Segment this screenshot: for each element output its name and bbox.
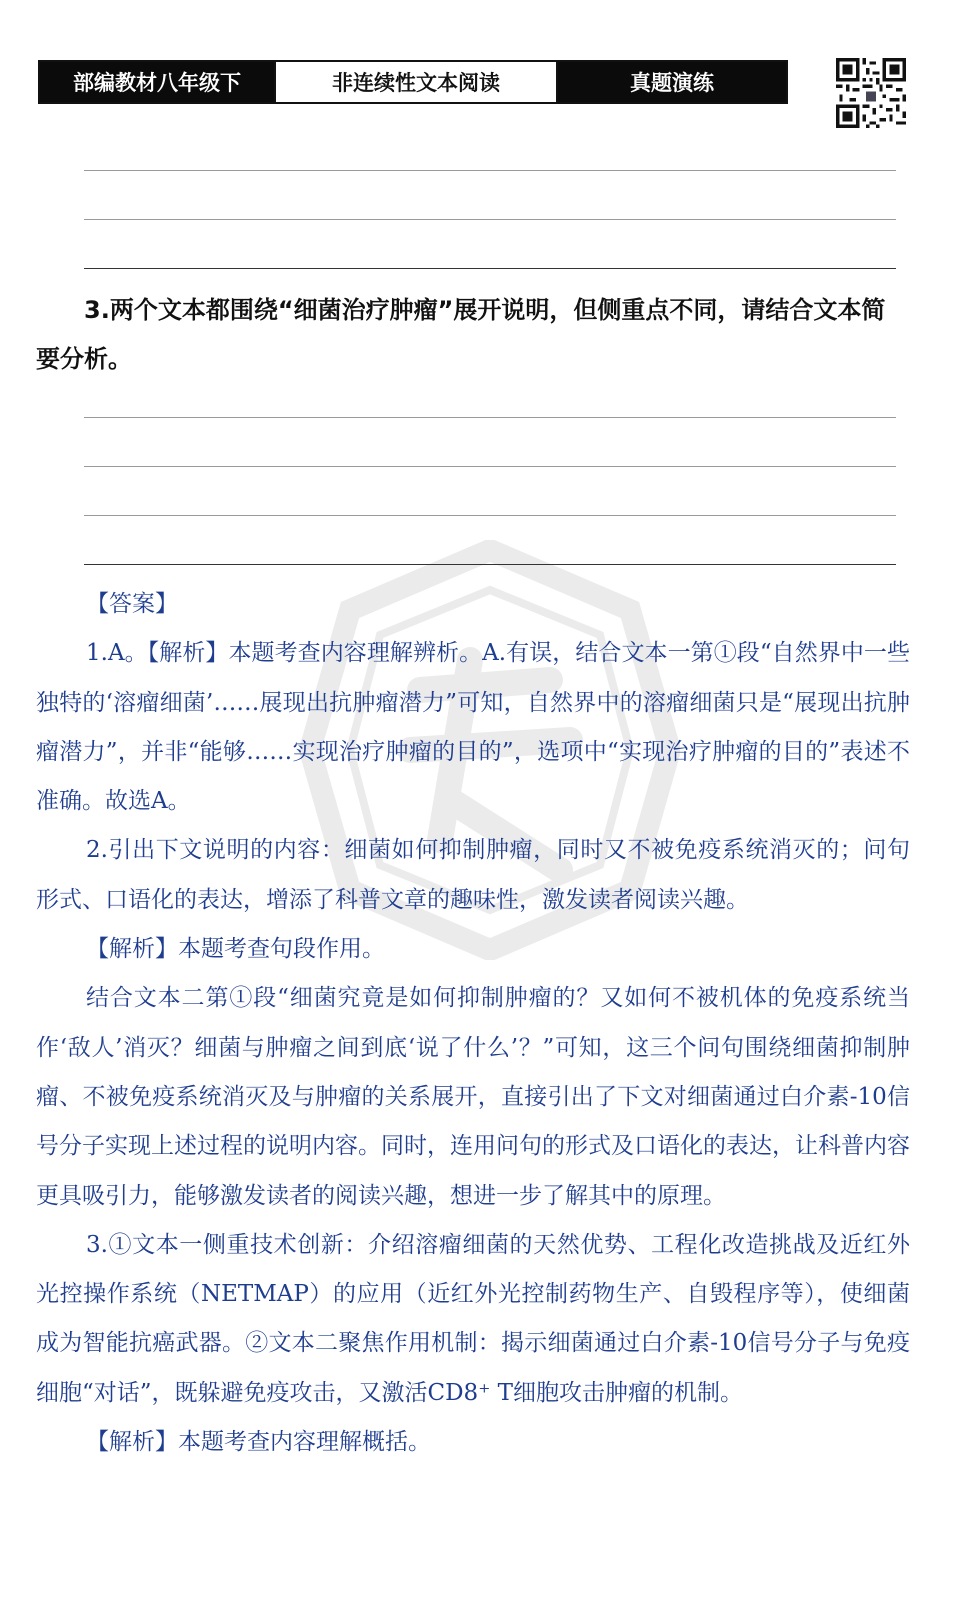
answer-paragraph: 【解析】本题考查句段作用。 xyxy=(86,936,385,963)
answer-paragraph: 【解析】本题考查内容理解概括。 xyxy=(86,1429,431,1456)
answer-line xyxy=(84,515,896,516)
exercise-label: 真题演练 xyxy=(558,62,786,102)
answer-line xyxy=(84,466,896,467)
answer-section xyxy=(36,580,910,1467)
answer-paragraph: 1.A。【解析】本题考查内容理解辨析。A.有误，结合文本一第①段“自然界中一些独特的‘溶瘤细菌’……展现出抗肿瘤潜力”可知，自然界中的溶瘤细菌只是“展现出抗肿瘤潜力”，并非“能够……实现治疗肿瘤的目的”，选项中“实现治疗肿瘤的目的”表述不准确。故选A。 xyxy=(36,640,910,815)
qr-code-icon[interactable] xyxy=(836,58,906,128)
answer-paragraph: 结合文本二第①段“细菌究竟是如何抑制肿瘤的？又如何不被机体的免疫系统当作‘敌人’消灭？细菌与肿瘤之间到底‘说了什么’？”可知，这三个问句围绕细菌抑制肿瘤、不被免疫系统消灭及与肿瘤的关系展开，直接引出了下文对细菌通过白介素-10信号分子实现上述过程的说明内容。同时，连用问句的形式及口语化的表达，让科普内容更具吸引力，能够激发读者的阅读兴趣，想进一步了解其中的原理。 xyxy=(36,985,910,1209)
answer-line xyxy=(84,219,896,220)
answer-paragraph: 3.①文本一侧重技术创新：介绍溶瘤细菌的天然优势、工程化改造挑战及近红外光控操作系统（NETMAP）的应用（近红外光控制药物生产、自毁程序等），使细菌成为智能抗癌武器。②文本二聚焦作用机制：揭示细菌通过白介素-10信号分子与免疫细胞“对话”，既躲避免疫攻击，又激活CD8⁺ T细胞攻击肿瘤的机制。 xyxy=(36,1231,910,1406)
question-3: 3.两个文本都围绕“细菌治疗肿瘤”展开说明，但侧重点不同，请结合文本简要分析。 xyxy=(36,296,886,373)
answer-paragraph: 2.引出下文说明的内容：细菌如何抑制肿瘤，同时又不被免疫系统消灭的；问句形式、口语化的表达，增添了科普文章的趣味性，激发读者阅读兴趣。 xyxy=(36,837,910,913)
header-bar xyxy=(38,60,788,104)
textbook-label: 部编教材八年级下 xyxy=(40,62,274,102)
section-title: 非连续性文本阅读 xyxy=(274,62,558,102)
answer-line xyxy=(84,564,896,565)
answer-line xyxy=(84,268,896,269)
answer-line xyxy=(84,417,896,418)
answer-heading: 【答案】 xyxy=(86,591,178,617)
answer-line xyxy=(84,170,896,171)
